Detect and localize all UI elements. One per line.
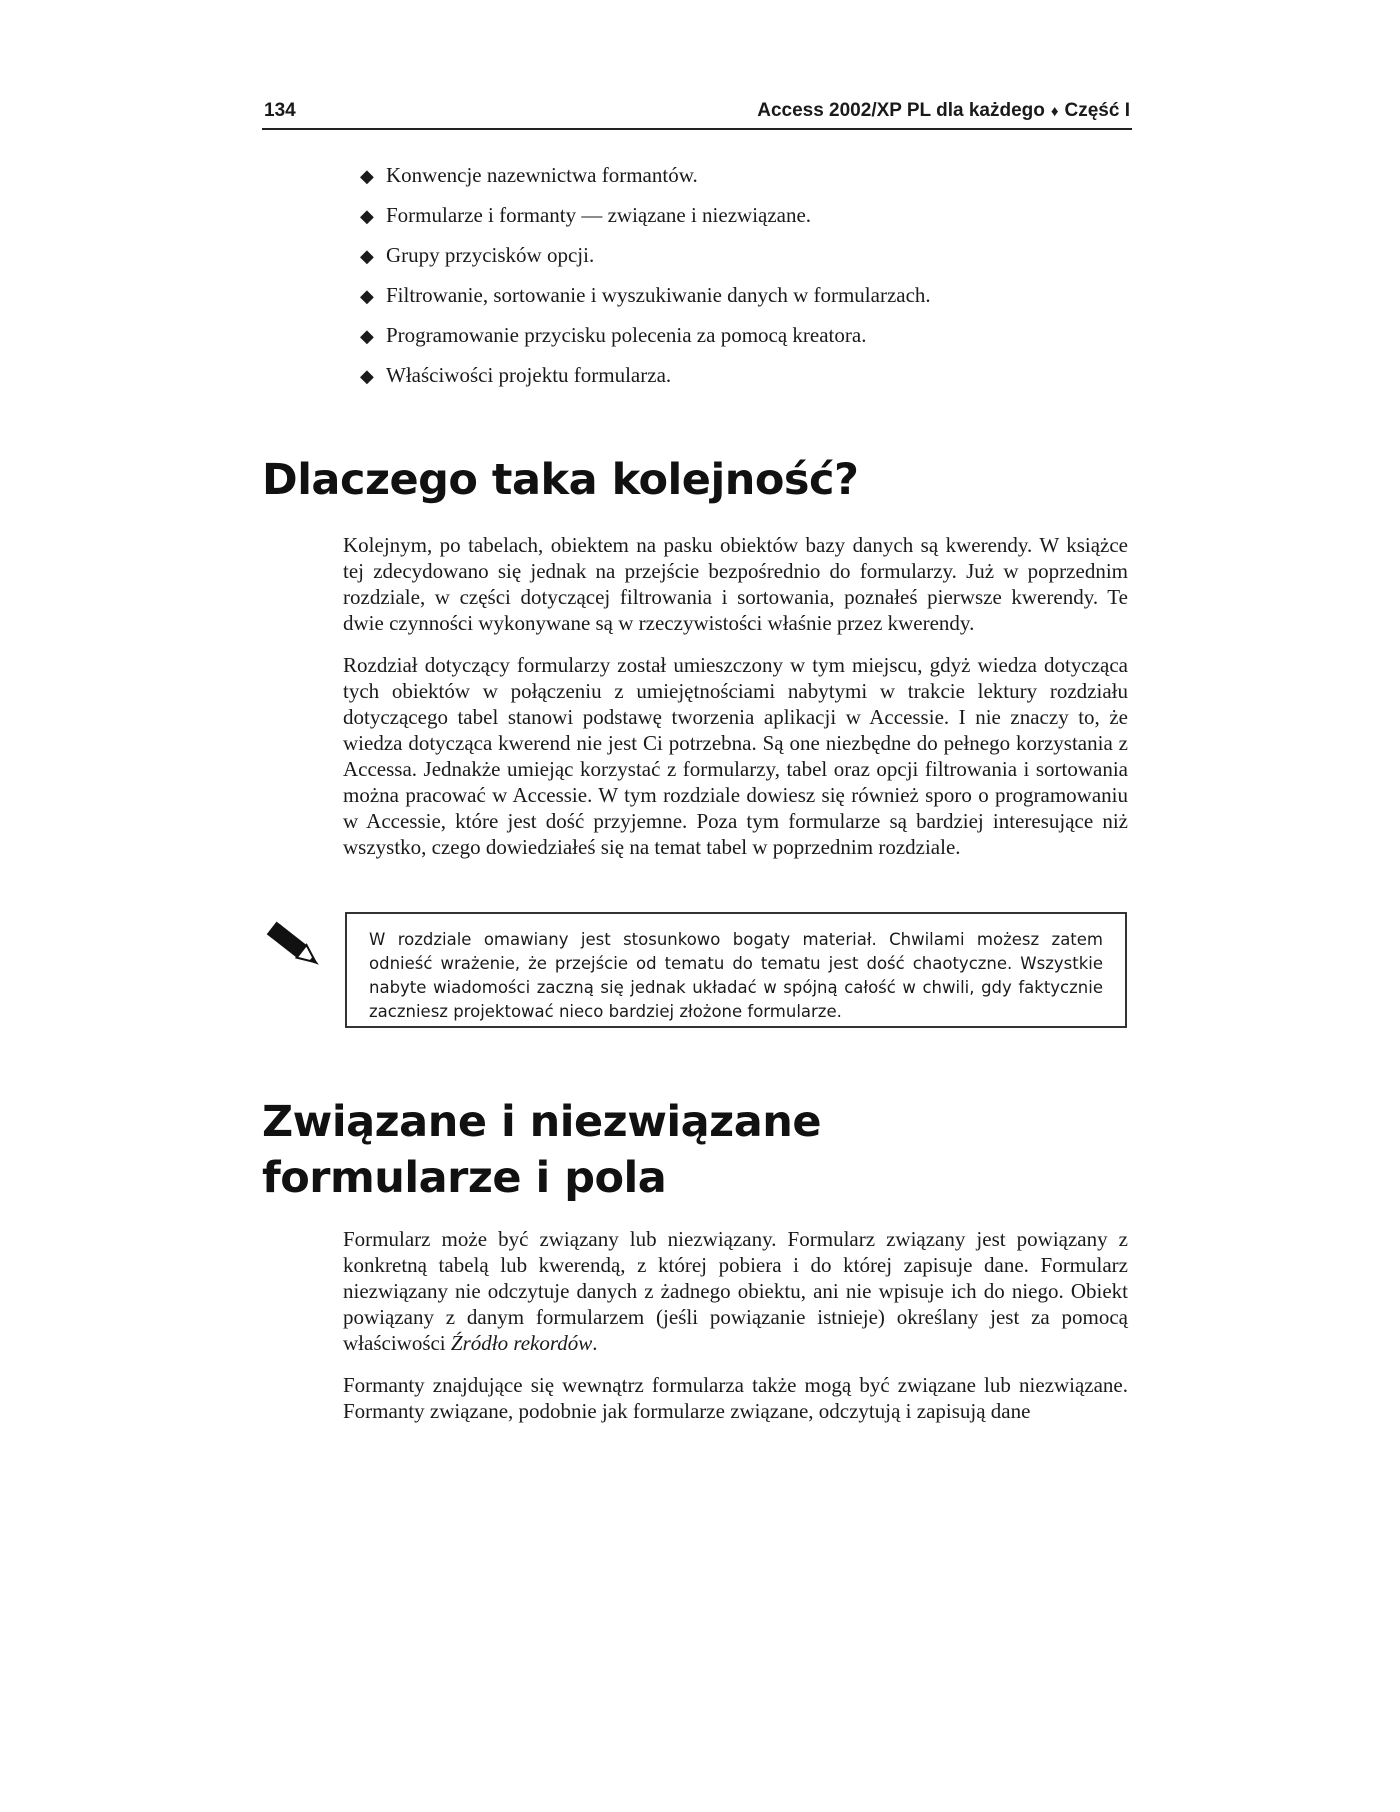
note-text: W rozdziale omawiany jest stosunkowo bogaty materiał. Chwilami możesz zatem odnieść wrażenie, że przejście od tematu do tematu jest dość chaotyczne. Wszystkie nabyte wiadomości zaczną się jednak układać w spójną całość w chwili, gdy faktycznie zaczniesz projektować nieco bardziej złożone formularze. bbox=[369, 930, 1103, 1021]
section-heading-bound-forms: Związane i niezwiązane formularze i pola bbox=[262, 1097, 822, 1203]
paragraph: Rozdział dotyczący formularzy został umieszczony w tym miejscu, gdyż wiedza dotycząca tych obiektów w połączeniu z umiejętnościami nabytymi w trakcie lektury rozdziału dotyczącego tabel stanowi podstawę tworzenia aplikacji w Accessie. I nie znaczy to, że wiedza dotycząca kwerend nie jest Ci potrzebna. Są one niezbędne do pełnego korzystania z Accessa. Jednakże umiejąc korzystać z formularzy, tabel oraz opcji filtrowania i sortowania można pracować w Accessie. W tym rozdziale dowiesz się również sporo o programowaniu w Accessie, które jest dość przyjemne. Poza tym formularze są bardziej interesujące niż wszystko, czego dowiedziałeś się na temat tabel w poprzednim rozdziale. bbox=[343, 653, 1128, 859]
property-name: Źródło rekordów bbox=[450, 1331, 593, 1355]
running-title bbox=[757, 98, 1130, 125]
part-label: Część I bbox=[1064, 100, 1130, 121]
list-item: ◆ Właściwości projektu formularza. bbox=[360, 360, 931, 400]
list-item: ◆ Konwencje nazewnictwa formantów. bbox=[360, 160, 931, 200]
list-item: ◆ Filtrowanie, sortowanie i wyszukiwanie danych w formularzach. bbox=[360, 280, 931, 320]
diamond-bullet-icon: ◆ bbox=[360, 286, 374, 306]
book-title: Access 2002/XP PL dla każdego bbox=[757, 100, 1045, 121]
diamond-bullet-icon: ◆ bbox=[360, 326, 374, 346]
diamond-bullet-icon: ◆ bbox=[360, 166, 374, 186]
page-header bbox=[262, 98, 1132, 130]
header-separator: ♦ bbox=[1050, 103, 1059, 120]
list-item: ◆ Grupy przycisków opcji. bbox=[360, 240, 931, 280]
paragraph: Kolejnym, po tabelach, obiektem na pasku obiektów bazy danych są kwerendy. W książce tej zdecydowano się jednak na przejście bezpośrednio do formularzy. Już w poprzednim rozdziale, w części dotyczącej filtrowania i sortowania, poznałeś pierwsze kwerendy. Te dwie czynności wykonywane są w rzeczywistości właśnie przez kwerendy. bbox=[343, 533, 1128, 635]
section-body-order bbox=[343, 532, 1128, 876]
pencil-icon bbox=[262, 918, 332, 980]
section-heading-order: Dlaczego taka kolejność? bbox=[262, 455, 859, 505]
list-item: ◆ Programowanie przycisku polecenia za pomocą kreatora. bbox=[360, 320, 931, 360]
paragraph: Formanty znajdujące się wewnątrz formularza także mogą być związane lub niezwiązane. Formanty związane, podobnie jak formularze związane, odczytują i zapisują dane bbox=[343, 1373, 1128, 1423]
topic-list bbox=[360, 160, 931, 400]
list-item: ◆ Formularze i formanty — związane i niezwiązane. bbox=[360, 200, 931, 240]
section-body-bound-forms bbox=[343, 1226, 1128, 1440]
diamond-bullet-icon: ◆ bbox=[360, 246, 374, 266]
diamond-bullet-icon: ◆ bbox=[360, 366, 374, 386]
note-box bbox=[345, 912, 1127, 1028]
diamond-bullet-icon: ◆ bbox=[360, 206, 374, 226]
page-number: 134 bbox=[264, 100, 296, 121]
paragraph: Formularz może być związany lub niezwiązany. Formularz związany jest powiązany z konkretną tabelą lub kwerendą, z której pobiera i do której zapisuje dane. Formularz niezwiązany nie odczytuje danych z żadnego obiektu, ani nie wpisuje ich do niego. Obiekt powiązany z danym formularzem (jeśli powiązanie istnieje) określany jest za pomocą właściwości Źródło rekordów. bbox=[343, 1227, 1128, 1355]
